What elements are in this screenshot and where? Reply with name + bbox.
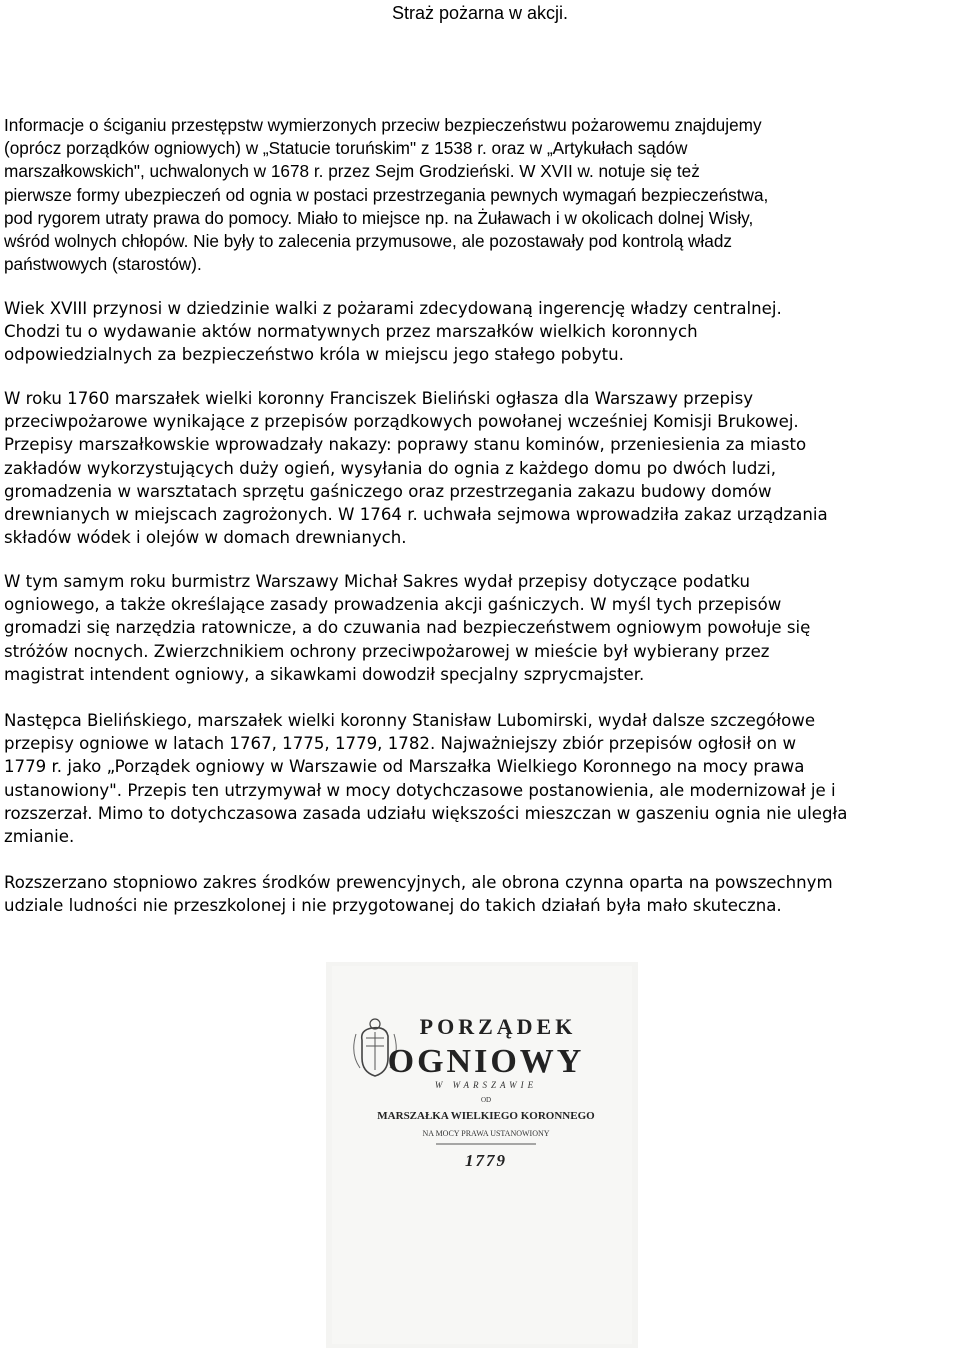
text-line: Następca Bielińskiego, marszałek wielki koronny Stanisław Lubomirski, wydał dalsze szczegółowe [4, 711, 816, 730]
text-line: Przepisy marszałkowskie wprowadzały nakazy: poprawy stanu kominów, przeniesienia za miasto [4, 435, 807, 455]
page-title: Straż pożarna w akcji. [391, 3, 569, 23]
text-line: zmianie. [4, 826, 75, 846]
paragraph-5 [4, 709, 847, 848]
title-page-year: 1779 [465, 1151, 507, 1170]
text-line: udziale ludności nie przeszkolonej i nie przygotowanej do takich działań była mało skuteczna. [4, 896, 782, 916]
text-line: zakładów wykorzystujących duży ogień, wysyłania do ognia z każdego domu po dwóch ludzi, [4, 458, 776, 478]
text-line: ogniowego, a także określające zasady prowadzenia akcji gaśniczych. W myśl tych przepisów [4, 595, 782, 615]
title-page-line-2: OGNIOWY [387, 1043, 585, 1080]
document-title-page-image [326, 962, 638, 1348]
text-line: państwowych (starostów). [4, 254, 202, 275]
title-page-line-3: W WARSZAWIE [434, 1080, 538, 1090]
text-line: Informacje o ściganiu przestępstw wymierzonych przeciw bezpieczeństwu pożarowemu znajdujemy [4, 115, 762, 135]
text-line: magistrat intendent ogniowy, a sikawkami dowodził specjalny szprycmajster. [4, 664, 645, 684]
text-line: gromadzi się narzędzia ratownicze, a do czuwania nad bezpieczeństwem ogniowym powołuje się [4, 618, 811, 638]
text-line: stróżów nocnych. Zwierzchnikiem ochrony przeciwpożarowej w mieście był wybierany przez [4, 641, 770, 661]
text-line: gromadzenia w warsztatach sprzętu gaśniczego oraz przestrzegania zakazu budowy domów [4, 481, 772, 501]
text-line: (oprócz porządków ogniowych) w „Statucie toruńskim" z 1538 r. oraz w „Artykułach sądów [4, 138, 688, 159]
text-line: Wiek XVIII przynosi w dziedzinie walki z pożarami zdecydowaną ingerencję władzy centralnej. [4, 299, 782, 318]
text-line: pierwsze formy ubezpieczeń od ognia w postaci przestrzegania pewnych wymagań bezpieczeństwa, [4, 184, 769, 205]
text-line: Rozszerzano stopniowo zakres środków prewencyjnych, ale obrona czynna oparta na powszechnym [4, 873, 833, 892]
text-line: 1779 r. jako „Porządek ogniowy w Warszawie od Marszałka Wielkiego Koronnego na mocy prawa [4, 757, 805, 777]
text-line: odpowiedzialnych za bezpieczeństwo króla w miejscu jego stałego pobytu. [4, 345, 624, 365]
title-page-line-4: OD [480, 1096, 492, 1104]
paragraph-2 [4, 297, 782, 367]
text-line: drewnianych w miejscach zagrożonych. W 1764 r. uchwała sejmowa wprowadziła zakaz urządzania [4, 504, 828, 524]
paragraph-6 [4, 871, 833, 917]
title-page-line-1: PORZĄDEK [419, 1014, 577, 1039]
text-line: ustanowiony". Przepis ten utrzymywał w mocy dotychczasowe postanowienia, ale modernizował je i [4, 780, 836, 800]
text-line: przepisy ogniowe w latach 1767, 1775, 1779, 1782. Najważniejszy zbiór przepisów ogłosił on w [4, 734, 797, 754]
text-line: przeciwpożarowe wynikające z przepisów porządkowych powołanej wcześniej Komisji Brukowej. [4, 412, 799, 432]
text-line: pod rygorem utraty prawa do pomocy. Miało to miejsce np. na Żuławach i w okolicach dolnej Wisły, [4, 207, 754, 228]
paragraph-3 [4, 387, 828, 549]
title-page-line-5: MARSZAŁKA WIELKIEGO KORONNEGO [377, 1110, 595, 1122]
text-line: wśród wolnych chłopów. Nie były to zalecenia przymusowe, ale pozostawały pod kontrolą władz [4, 230, 732, 251]
title-page-line-6: NA MOCY PRAWA USTANOWIONY [422, 1129, 550, 1138]
text-line: Chodzi tu o wydawanie aktów normatywnych przez marszałków wielkich koronnych [4, 322, 698, 342]
text-line: W roku 1760 marszałek wielki koronny Franciszek Bieliński ogłasza dla Warszawy przepisy [4, 389, 754, 408]
paragraph-1 [4, 114, 768, 276]
text-line: W tym samym roku burmistrz Warszawy Michał Sakres wydał przepisy dotyczące podatku [4, 572, 751, 591]
text-line: rozszerzał. Mimo to dotychczasowa zasada udziału większości mieszczan w gaszeniu ognia nie uległa [4, 803, 848, 823]
text-line: składów wódek i olejów w domach drewnianych. [4, 528, 407, 548]
text-line: marszałkowskich", uchwalonych w 1678 r. przez Sejm Grodzieński. W XVII w. notuje się też [4, 161, 700, 182]
paragraph-4 [4, 570, 810, 686]
